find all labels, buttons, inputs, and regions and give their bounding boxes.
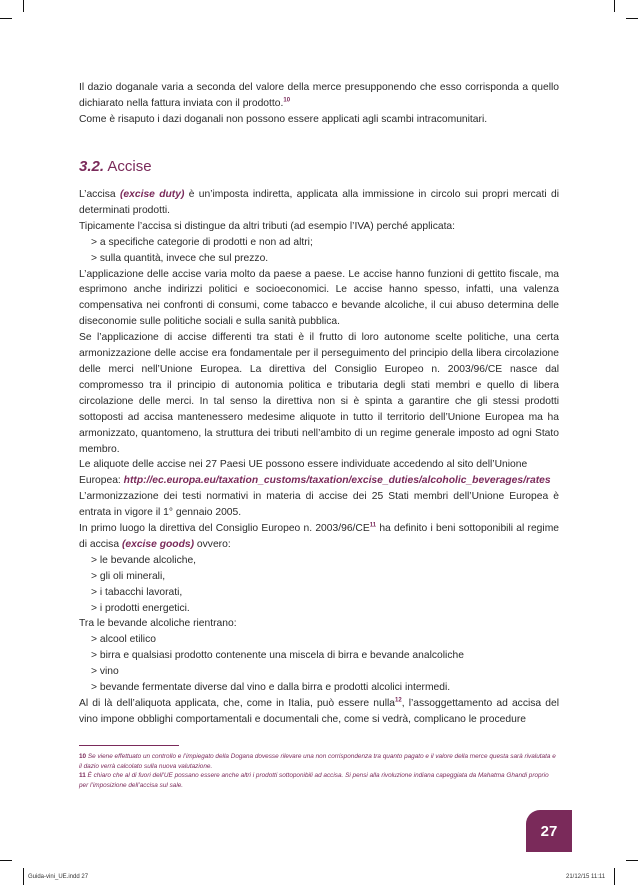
section-heading <box>79 158 152 175</box>
paragraph <box>79 187 559 219</box>
section-title: Accise <box>107 158 152 175</box>
page-number: 27 <box>540 822 558 840</box>
intro-paragraph <box>79 80 559 112</box>
footnote-ref: 11 <box>369 522 377 529</box>
footnote <box>79 752 559 771</box>
text-span: Le aliquote delle accise nei 27 Paesi UE possono essere individuate accedendo al sito dell’Unione Europea: <box>79 459 528 487</box>
term: (excise duty) <box>119 189 185 200</box>
text-span: Al di là dell’aliquota applicata, che, come in Italia, può essere nulla <box>79 698 396 709</box>
paragraph: L’applicazione delle accise varia molto da paese a paese. Le accise hanno funzioni di gettito fiscale, ma esprimono anche indirizzi politici e socioeconomici. Le accise hanno spesso, infatti, una valenza compensativa nei confronti di consumi, come tabacco e bevande alcoliche, il cui abuso determina delle diseconomie sulle politiche sociali e sulla sanità pubblica. <box>79 268 559 328</box>
slug-filename: Guida-vini_UE.indd 27 <box>28 874 89 880</box>
paragraph <box>79 457 559 489</box>
text-span: ha definito i beni sottoponibili al regime di accisa <box>79 523 560 550</box>
paragraph: Tipicamente l’accisa si distingue da altri tributi (ad esempio l’IVA) perché applicata: <box>79 220 456 232</box>
list-item: > vino <box>91 666 119 678</box>
footnote-ref: 12 <box>395 697 402 704</box>
list-item: > i tabacchi lavorati, <box>91 586 183 598</box>
footnote-number: 11 <box>79 772 86 780</box>
footnote-text: Se viene effettuato un controllo e l’impiegato della Dogana dovesse rilevare una non corrispondenza tra quanto pagato e il valore della merce questa sarà rivalutata e il dazio verrà calcolato sulla nuova valutazione. <box>79 753 556 770</box>
list-item: > birra e qualsiasi prodotto contenente una miscela di birra e bevande analcoliche <box>91 650 464 662</box>
crop-mark <box>23 0 24 12</box>
paragraph: L’armonizzazione dei testi normativi in materia di accise dei 25 Stati membri dell’Unione Europea è entrata in vigore il 1° gennaio 2005. <box>79 491 559 519</box>
text-span: In primo luogo la direttiva del Consiglio Europeo n. 2003/96/CE <box>79 523 370 535</box>
section-number: 3.2. <box>79 158 105 175</box>
list-item: > a specifiche categorie di prodotti e non ad altri; <box>91 236 313 248</box>
crop-mark <box>0 860 12 861</box>
crop-mark <box>0 18 12 19</box>
list-item: > alcool etilico <box>91 634 156 646</box>
slug-date: 21/12/15 11:11 <box>566 874 606 880</box>
text-span: , l’assoggettamento ad accisa del vino impone obblighi comportamentali e documentali che, come si vedrà, complicano le procedure <box>79 698 559 725</box>
footnote-ref: 10 <box>283 97 291 104</box>
crop-mark <box>614 0 615 12</box>
crop-mark <box>614 868 615 885</box>
body-text <box>79 187 559 728</box>
intro-paragraph: Come è risaputo i dazi doganali non possono essere applicati agli scambi intracomunitari. <box>79 113 488 125</box>
footnote-text: È chiaro che al di fuori dell’UE possano essere anche altri i prodotti sottoponibili ad accisa. Si pensi alla rivoluzione indiana capeggiata da Mahatma Ghandi proprio per l’imposizione dell’accisa sul sale. <box>79 772 549 790</box>
crop-mark <box>23 868 24 885</box>
footnote-divider <box>79 745 179 746</box>
paragraph <box>79 696 559 728</box>
text-span: è un’imposta indiretta, applicata alla immissione in circolo sui propri mercati di determinati prodotti. <box>79 189 559 216</box>
term: (excise goods) <box>121 538 195 550</box>
intro-text-1: Il dazio doganale varia a seconda del valore della merce presupponendo che esso corrisponda a quello dichiarato nella fattura inviata con il prodotto. <box>79 82 559 109</box>
intro-text <box>79 80 559 128</box>
text-span: ovvero: <box>196 538 231 550</box>
eu-rates-link[interactable]: http://ec.europa.eu/taxation_customs/taxation/excise_duties/alcoholic_beverages/rates <box>123 475 551 487</box>
list-item: > gli oli minerali, <box>91 570 166 582</box>
text-span: L’accisa <box>79 189 116 200</box>
list-item: > sulla quantità, invece che sul prezzo. <box>91 252 269 264</box>
crop-mark <box>626 18 638 19</box>
list-item: > le bevande alcoliche, <box>91 554 197 566</box>
list-item: > i prodotti energetici. <box>91 602 190 614</box>
list-item: > bevande fermentate diverse dal vino e dalla birra e prodotti alcolici intermedi. <box>91 682 451 694</box>
footnote <box>79 771 559 790</box>
paragraph: Se l’applicazione di accise differenti tra stati è il frutto di loro autonome scelte politiche, una certa armonizzazione delle accise era fondamentale per il perseguimento del principio della libera circolazione delle merci nell’Unione Europea. La direttiva del Consiglio Europeo n. 2003/96/CE nasce dal compromesso tra il principio di autonomia politica e tributaria degli stati membri e quello di libera circolazione delle merci. In tal senso la direttiva non si è spinta a garantire che gli stessi prodotti sottoposti ad accisa mantenessero medesime aliquote in tutto il territorio dell’Unione Europea ma ha armonizzato, quantomeno, la struttura dei tributi nell’ambito di un regime generale imposto ad ogni Stato membro. <box>79 332 559 455</box>
page-number-badge <box>526 810 572 852</box>
footnote-number: 10 <box>79 753 87 760</box>
footnotes <box>79 752 559 791</box>
paragraph: Tra le bevande alcoliche rientrano: <box>79 618 237 630</box>
paragraph <box>79 521 559 553</box>
crop-mark <box>626 860 638 861</box>
